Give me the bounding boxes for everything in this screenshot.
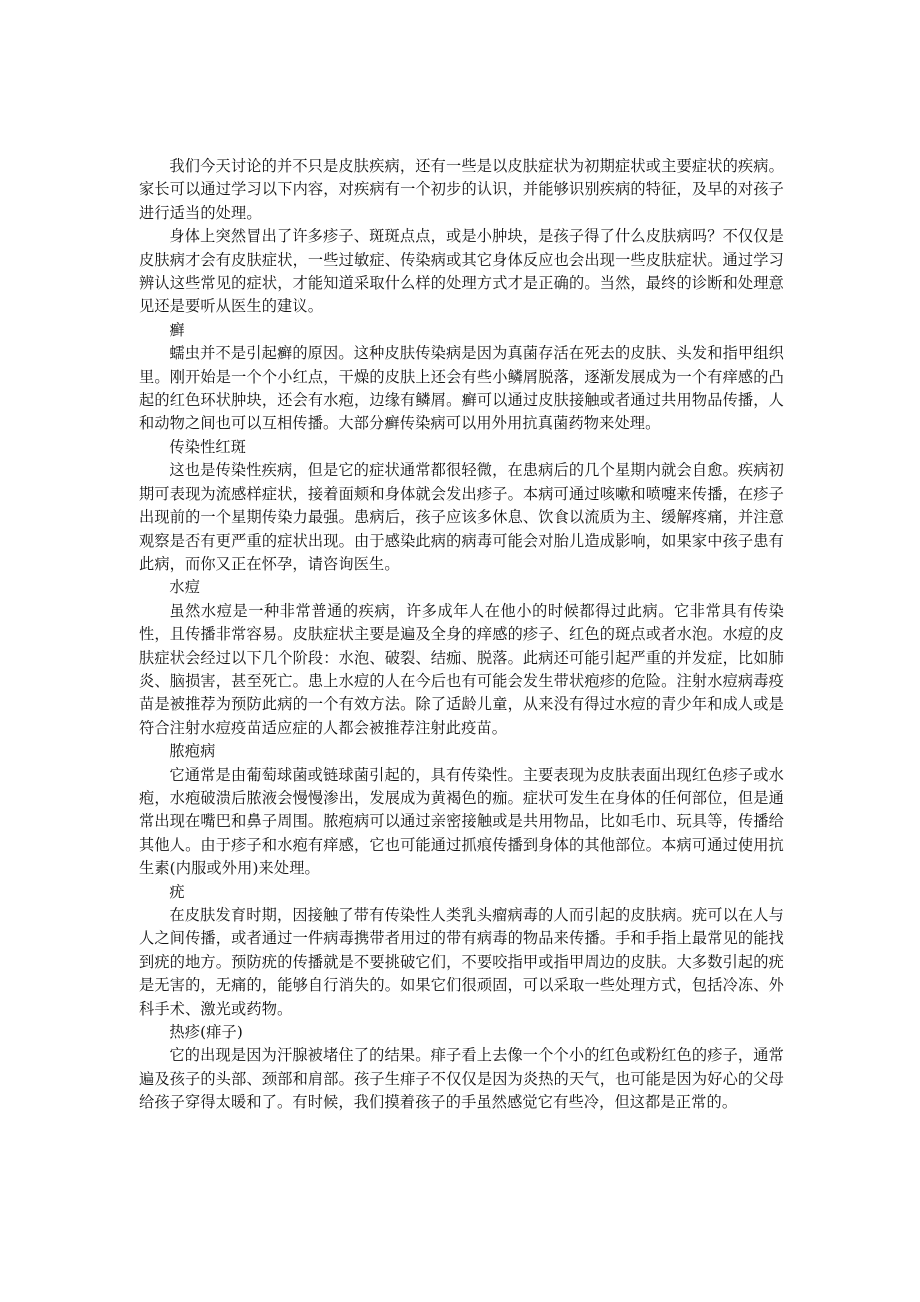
section-title-erythema-infectiosum: 传染性红斑 [169, 437, 247, 456]
intro-paragraph-2: 身体上突然冒出了许多疹子、斑斑点点，或是小肿块，是孩子得了什么皮肤病吗？不仅仅是皮肤病才会有皮肤症状，一些过敏症、传染病或其它身体反应也会出现一些皮肤症状。通过学习辨认这些常见的症状，才能知道采取什么样的处理方式才是正确的。当然，最终的诊断和处理意见还是要听从医生的建议。 [139, 227, 784, 316]
section-title-warts: 疣 [169, 882, 185, 901]
section-title-chickenpox: 水痘 [169, 578, 201, 597]
section-body-chickenpox: 虽然水痘是一种非常普通的疾病，许多成年人在他小的时候都得过此病。它非常具有传染性，且传播非常容易。皮肤症状主要是遍及全身的痒感的疹子、红色的斑点或者水泡。水痘的皮肤症状会经过以下几个阶段：水泡、破裂、结痂、脱落。此病还可能引起严重的并发症，比如肺炎、脑损害，甚至死亡。患上水痘的人在今后也有可能会发生带状疱疹的危险。注射水痘病毒疫苗是被推荐为预防此病的一个有效方法。除了适龄儿童，从来没有得过水痘的青少年和成人或是符合注射水痘疫苗适应症的人都会被推荐注射此疫苗。 [139, 601, 784, 737]
section-title-ringworm: 癣 [169, 320, 185, 339]
section-body-heat-rash: 它的出现是因为汗腺被堵住了的结果。痱子看上去像一个个小的红色或粉红色的疹子，通常遍及孩子的头部、颈部和肩部。孩子生痱子不仅仅是因为炎热的天气，也可能是因为好心的父母给孩子穿得太暖和了。有时候，我们摸着孩子的手虽然感觉它有些冷，但这都是正常的。 [139, 1046, 784, 1112]
section-body-impetigo: 它通常是由葡萄球菌或链球菌引起的，具有传染性。主要表现为皮肤表面出现红色疹子或水疱，水疱破溃后脓液会慢慢渗出，发展成为黄褐色的痂。症状可发生在身体的任何部位，但是通常出现在嘴巴和鼻子周围。脓疱病可以通过亲密接触或是共用物品，比如毛巾、玩具等，传播给其他人。由于疹子和水疱有痒感，它也可能通过抓痕传播到身体的其他部位。本病可通过使用抗生素(内服或外用)来处理。 [139, 765, 784, 878]
section-title-impetigo: 脓疱病 [169, 742, 216, 761]
section-title-heat-rash: 热疹(痱子) [169, 1023, 243, 1042]
section-body-ringworm: 蠕虫并不是引起癣的原因。这种皮肤传染病是因为真菌存活在死去的皮肤、头发和指甲组织里。刚开始是一个个小红点，干燥的皮肤上还会有些小鳞屑脱落，逐渐发展成为一个有痒感的凸起的红色环状肿块，还会有水疱，边缘有鳞屑。癣可以通过皮肤接触或者通过共用物品传播，人和动物之间也可以互相传播。大部分癣传染病可以用外用抗真菌药物来处理。 [139, 344, 784, 433]
section-body-erythema-infectiosum: 这也是传染性疾病，但是它的症状通常都很轻微，在患病后的几个星期内就会自愈。疾病初期可表现为流感样症状，接着面颊和身体就会发出疹子。本病可通过咳嗽和喷嚏来传播，在疹子出现前的一个星期传染力最强。患病后，孩子应该多休息、饮食以流质为主、缓解疼痛，并注意观察是否有更严重的症状出现。由于感染此病的病毒可能会对胎儿造成影响，如果家中孩子患有此病，而你又正在怀孕，请咨询医生。 [139, 461, 784, 573]
intro-paragraph-1: 我们今天讨论的并不只是皮肤疾病，还有一些是以皮肤症状为初期症状或主要症状的疾病。家长可以通过学习以下内容，对疾病有一个初步的认识，并能够识别疾病的特征，及早的对孩子进行适当的处理。 [139, 157, 784, 222]
document-page [139, 155, 784, 1115]
section-body-warts: 在皮肤发育时期，因接触了带有传染性人类乳头瘤病毒的人而引起的皮肤病。疣可以在人与人之间传播，或者通过一件病毒携带者用过的带有病毒的物品来传播。手和手指上最常见的能找到疣的地方。预防疣的传播就是不要挑破它们，不要咬指甲或指甲周边的皮肤。大多数引起的疣是无害的，无痛的，能够自行消失的。如果它们很顽固，可以采取一些处理方式，包括冷冻、外科手术、激光或药物。 [139, 906, 784, 1018]
